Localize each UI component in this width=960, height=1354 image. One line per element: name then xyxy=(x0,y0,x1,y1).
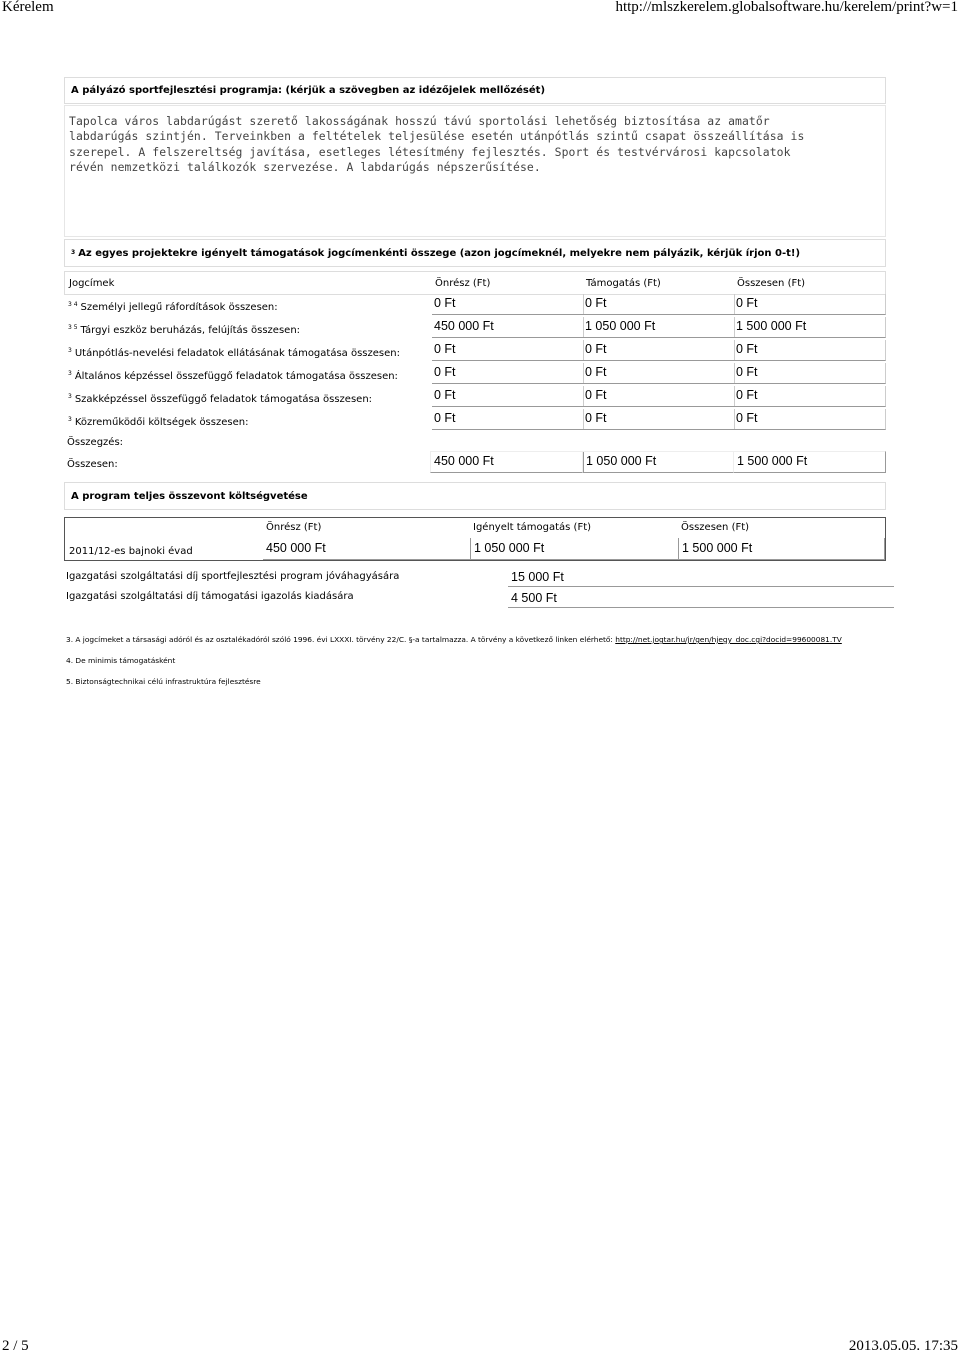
fee-value: 4 500 Ft xyxy=(508,588,894,608)
jogtar-link[interactable]: http://net.jogtar.hu/jr/gen/hjegy_doc.cgi?docid=99600081.TV xyxy=(615,635,842,644)
footnote-ref: 3 xyxy=(68,415,72,423)
osszesen-field[interactable]: 0 Ft xyxy=(734,363,886,384)
tamogatas-field[interactable]: 0 Ft xyxy=(583,340,735,361)
page-number: 2 / 5 xyxy=(2,1338,29,1354)
column-header-jogcimek: Jogcímek xyxy=(69,278,115,289)
full-budget-heading xyxy=(64,482,886,510)
budget-row-label-text: Szakképzéssel összefüggő feladatok támogatása összesen: xyxy=(74,394,373,405)
summary-title: Összegzés: xyxy=(67,437,124,448)
full-igenyelt-field[interactable]: 1 050 000 Ft xyxy=(471,538,679,560)
budget-row-label xyxy=(68,325,300,336)
budget-row-label xyxy=(68,348,400,359)
onresz-field[interactable]: 0 Ft xyxy=(432,386,584,407)
onresz-field[interactable]: 0 Ft xyxy=(432,363,584,384)
budget-row-label xyxy=(68,417,248,428)
print-url: http://mlszkerelem.globalsoftware.hu/kerelem/print?w=1 xyxy=(615,0,958,15)
budget-row xyxy=(64,363,886,386)
footnote-ref: 3 4 xyxy=(68,300,78,308)
budget-row xyxy=(64,317,886,340)
tamogatas-field[interactable]: 0 Ft xyxy=(583,409,735,430)
osszesen-field[interactable]: 1 500 000 Ft xyxy=(734,317,886,338)
footnote-ref: 3 xyxy=(68,392,72,400)
tamogatas-field[interactable]: 0 Ft xyxy=(583,294,735,315)
program-text-line: szerepel. A felszereltség javítása, esetleges létesítmény fejlesztés. Sport és testvérvárosi kapcsolatok xyxy=(69,144,791,159)
summary-osszesen: 1 500 000 Ft xyxy=(733,451,886,473)
full-onresz-field[interactable]: 450 000 Ft xyxy=(263,538,471,560)
budget-row-label-text: Tárgyi eszköz beruházás, felújítás összesen: xyxy=(80,325,301,336)
fee-value: 15 000 Ft xyxy=(508,567,894,587)
print-datetime: 2013.05.05. 17:35 xyxy=(848,1338,958,1354)
program-text-line: Tapolca város labdarúgást szerető lakosságának hosszú távú sportolási lehetőség biztosítása az amatőr xyxy=(69,114,770,128)
summary-label: Összesen: xyxy=(67,459,118,470)
footnote-4: 4. De minimis támogatásként xyxy=(66,656,176,665)
program-text-line: labdarúgás szintjén. Terveinkben a feltételek teljesülése esetén utánpótlás szintű csapat összeállítása is xyxy=(69,129,805,144)
onresz-field[interactable]: 0 Ft xyxy=(432,294,584,315)
program-heading-text: A pályázó sportfejlesztési programja: (kérjük a szövegben az idézőjelek mellőzését) xyxy=(71,85,546,96)
osszesen-field[interactable]: 0 Ft xyxy=(734,386,886,407)
footnote-5: 5. Biztonságtechnikai célú infrastruktúra fejlesztésre xyxy=(66,677,261,686)
column-header-onresz: Önrész (Ft) xyxy=(435,278,491,289)
budget-row-label xyxy=(68,371,398,382)
budget-row xyxy=(64,340,886,363)
budget-row-label-text: Közreműködői költségek összesen: xyxy=(74,417,249,428)
budget-row-label-text: Általános képzéssel összefüggő feladatok támogatása összesen: xyxy=(74,371,398,382)
budget-heading-text: Az egyes projektekre igényelt támogatások jogcímenkénti összege (azon jogcímeknél, melyekre nem pályázik, kérjük írjon 0-t!) xyxy=(78,247,801,259)
budget-row xyxy=(64,409,886,432)
onresz-field[interactable]: 450 000 Ft xyxy=(432,317,584,338)
summary-onresz: 450 000 Ft xyxy=(430,451,584,473)
osszesen-field[interactable]: 0 Ft xyxy=(734,294,886,315)
print-footer xyxy=(0,1336,960,1354)
budget-column-headers xyxy=(64,271,886,295)
footnote-ref: 3 xyxy=(68,369,72,377)
budget-row-label xyxy=(68,394,372,405)
print-header xyxy=(0,0,960,16)
column-header-osszesen: Összesen (Ft) xyxy=(737,278,806,289)
program-text-line: révén nemzetközi találkozók szervezése. A labdarúgás népszerűsítése. xyxy=(69,160,541,175)
season-label: 2011/12-es bajnoki évad xyxy=(69,546,193,557)
onresz-field[interactable]: 0 Ft xyxy=(432,340,584,361)
program-heading xyxy=(64,77,886,104)
fee-label: Igazgatási szolgáltatási díj támogatási igazolás kiadására xyxy=(66,591,354,602)
full-budget-heading-text: A program teljes összevont költségvetése xyxy=(71,490,308,502)
column-header-onresz: Önrész (Ft) xyxy=(266,522,322,533)
footnote-ref: 3 5 xyxy=(68,323,78,331)
program-textarea[interactable] xyxy=(64,105,886,237)
budget-row-label-text: Utánpótlás-nevelési feladatok ellátásának támogatása összesen: xyxy=(74,348,400,359)
budget-heading: 3 Az egyes projektekre igényelt támogatások jogcímenkénti összege (azon jogcímeknél, melyekre nem pályázik, kérjük írjon 0-t!) xyxy=(64,239,886,267)
osszesen-field[interactable]: 0 Ft xyxy=(734,409,886,430)
full-osszesen-field[interactable]: 1 500 000 Ft xyxy=(679,538,885,560)
full-budget-table xyxy=(64,517,886,561)
tamogatas-field[interactable]: 0 Ft xyxy=(583,363,735,384)
column-header-igenyelt: Igényelt támogatás (Ft) xyxy=(473,522,592,533)
print-title: Kérelem xyxy=(2,0,54,15)
footnote-3-text: 3. A jogcímeket a társasági adóról és az osztalékadóról szóló 1996. évi LXXXI. törvény 22/C. §-a tartalmazza. A törvény a következő linken elérhető: xyxy=(66,635,616,644)
budget-row xyxy=(64,294,886,317)
column-header-tamogatas: Támogatás (Ft) xyxy=(586,278,661,289)
tamogatas-field[interactable]: 1 050 000 Ft xyxy=(583,317,735,338)
summary-tamogatas: 1 050 000 Ft xyxy=(582,451,734,473)
footnote-3 xyxy=(66,635,842,644)
budget-row-label xyxy=(68,302,278,313)
footnote-ref: 3 xyxy=(68,346,72,354)
column-header-osszesen: Összesen (Ft) xyxy=(681,522,750,533)
tamogatas-field[interactable]: 0 Ft xyxy=(583,386,735,407)
budget-row-label-text: Személyi jellegű ráfordítások összesen: xyxy=(80,302,278,313)
fee-label: Igazgatási szolgáltatási díj sportfejlesztési program jóváhagyására xyxy=(66,571,400,582)
osszesen-field[interactable]: 0 Ft xyxy=(734,340,886,361)
onresz-field[interactable]: 0 Ft xyxy=(432,409,584,430)
budget-row xyxy=(64,386,886,409)
